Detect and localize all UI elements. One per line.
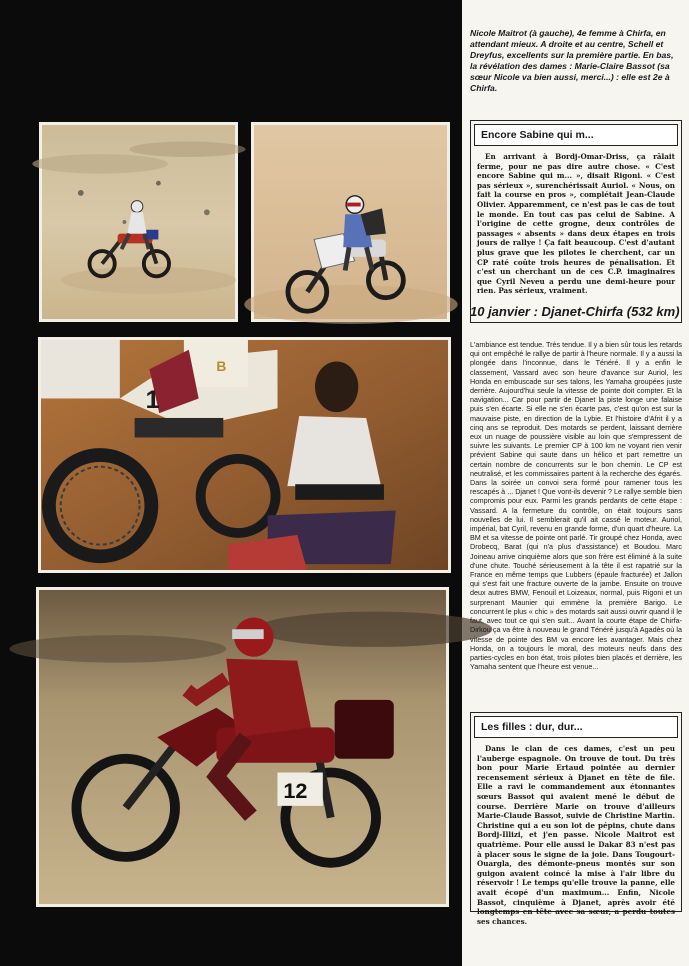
box-filles-title: Les filles : dur, dur... [474, 716, 678, 738]
sidebar-box-filles [470, 712, 682, 926]
box-filles-body: Dans le clan de ces dames, c'est un peu l'auberge espagnole. On trouve de tout. Du très bon pour Marie Ertaud pointée au dernier recensement sérieux à Djanet en tête de file. Elle a ravi le commandement aux étonnantes sœurs Bassot qui avaient mené le début de course. Derrière Marie on trouve d'ailleurs Marie-Claude Bassot, suivie de Christine Martin. Christine qui a eu son lot de pépins, chute dans Bordj-Illizi, et j'en passe. Nicole Maitrot est quatrième. Pour elle aussi le Dakar 83 n'est pas à placer sous le signe de la joie. Dans Tougourt-Ouargla, des démonte-pneus montés sur son guigon avaient coincé la mise à l'air libre du réservoir ! Le temps qu'elle trouve la panne, elle avait écopé d'un maximum... Enfin, Nicole Bassot, cinquième à Djanet, après avoir été longtemps en tête avec sa sœur, a perdu toutes ses chances. [477, 744, 675, 926]
photo-rider-dunes-left [39, 122, 238, 322]
photo-rider-dunes-right [251, 122, 450, 322]
box-sabine-body: En arrivant à Bordj-Omar-Driss, ça râlait ferme, pour ne pas dire autre chose. « C'est encore Sabine qui m... », disait Rigoni. « C'est pas sérieux », surenchérissait Auriol. « Nous, on fait la course en pros », complétait Jean-Claude Olivier. Apparemment, ce n'est pas le cas de tout le monde. En tout cas pas celui de Sabine. A l'origine de cette grogne, deux contrôles de passages « absents » dans deux étapes en trois jours de rallye ! Ça fait beaucoup. C'est d'autant plus grave que les pilotes le cherchent, car un CP raté coûte trois heures de pénalisation. Et c'est un cherchant un de ces C.P. imaginaires que Cyril Neveu a perdu une demi-heure pour rien. Pas sérieux, vraiment. [477, 152, 675, 296]
photo-rider-seated-bike [38, 337, 451, 573]
article-body: L'ambiance est tendue. Très tendue. Il y a bien sûr tous les retards qui ont empêché le rallye de partir à l'heure normale. Il y a aussi la plongée dans l'inconnue, dans le Ténéré. Il y a enfin le classement, Vassard avec son heure d'avance sur Auriol, les Honda en embuscade sur ses talons, les Yamaha groupées juste derrière. Aujourd'hui seule la vitesse de pointe doit compter. Et la navigation... Car pour partir de Djanet la piste longe une falaise puis s'en écarte. Si elle ne s'en écarte pas, c'est qu'on est sur la mauvaise piste, en direction de la Lybie. Et l'histoire d'Afrit il y a cinq ans se reproduit. Des motards se perdent, laissant derrière eux un nuage de poussière visible au loin que s'empressent de suivre les suivants. Le premier CP à 100 km ne voyant rien venir prévient Sabine qui saute dans un hélico et part remettre un certain nombre de concurrents sur le bon chemin. Le CP est neutralisé, et les commissaires partent à la recherche des égarés. Dans la soirée un convoi sera formé pour ramener tous les rescapés à ... Djanet ! Que vont-ils devenir ? Le rallye semble bien compromis pour eux. Parmi les grands perdants de cette étape : Vassard. A la fermeture du contrôle, on était toujours sans nouvelles de lui. Il semblerait qu'il ait cassé le moteur. Auriol, impérial, bat Cyril, revenu en grande forme, d'un quart d'heure. La BM et sa vitesse de pointe ont parlé. Tir groupé chez Honda, avec Drobecq, Barat (qui n'a plus d'assistance) et Boudou. Marc Joineau arrive cinquième alors que son frère est éliminé à la suite d'une chute. Touché sérieusement à la tête il est rapatrié sur la France en même temps que Lubbers (épaule fracturée) et Jallon qui s'est fait une fracture ouverte de la jambe. Ensuite on trouve deux autres BMW, Fenouil et Loizeaux, normal, puis Rigoni et un surprenant Maunier qui emmène la première Barigo. Le concurrent le plus « chic » des motards sait aussi ouvrir quand il le faut, avec tout ce qui s'en suit... Avant la courte étape de Chirfa-Dirkou ça va être à nouveau le grand Ténéré jusqu'à Agadès où la vitesse de pointe des BM va encore les avantager. Mais chez Honda, on a toujours le moral, des moteurs neufs dans des parties-cycles en bon état, trois pilotes bien placés et derrière, les Yamaha sentent que l'heure est venue... [470, 340, 682, 672]
race-number-photo4: 12 [283, 778, 308, 804]
svg-text:B: B [216, 359, 227, 375]
race-number-photo3: 1 [145, 386, 160, 415]
photo-rider-red-jacket [36, 587, 449, 907]
photo-caption: Nicole Maitrot (à gauche), 4e femme à Chirfa, en attendant mieux. A droite et au centre, Schell et Dreyfus, excellents sur la première partie. En bas, la révélation des dames : Marie-Claire Bassot (sa sœur Nicole va bien aussi, merci...) : elle est 2e à Chirfa. [470, 28, 674, 93]
box-sabine-title: Encore Sabine qui m... [474, 124, 678, 146]
sidebar-box-sabine [470, 120, 682, 323]
section-title: 10 janvier : Djanet-Chirfa (532 km) [470, 304, 680, 319]
